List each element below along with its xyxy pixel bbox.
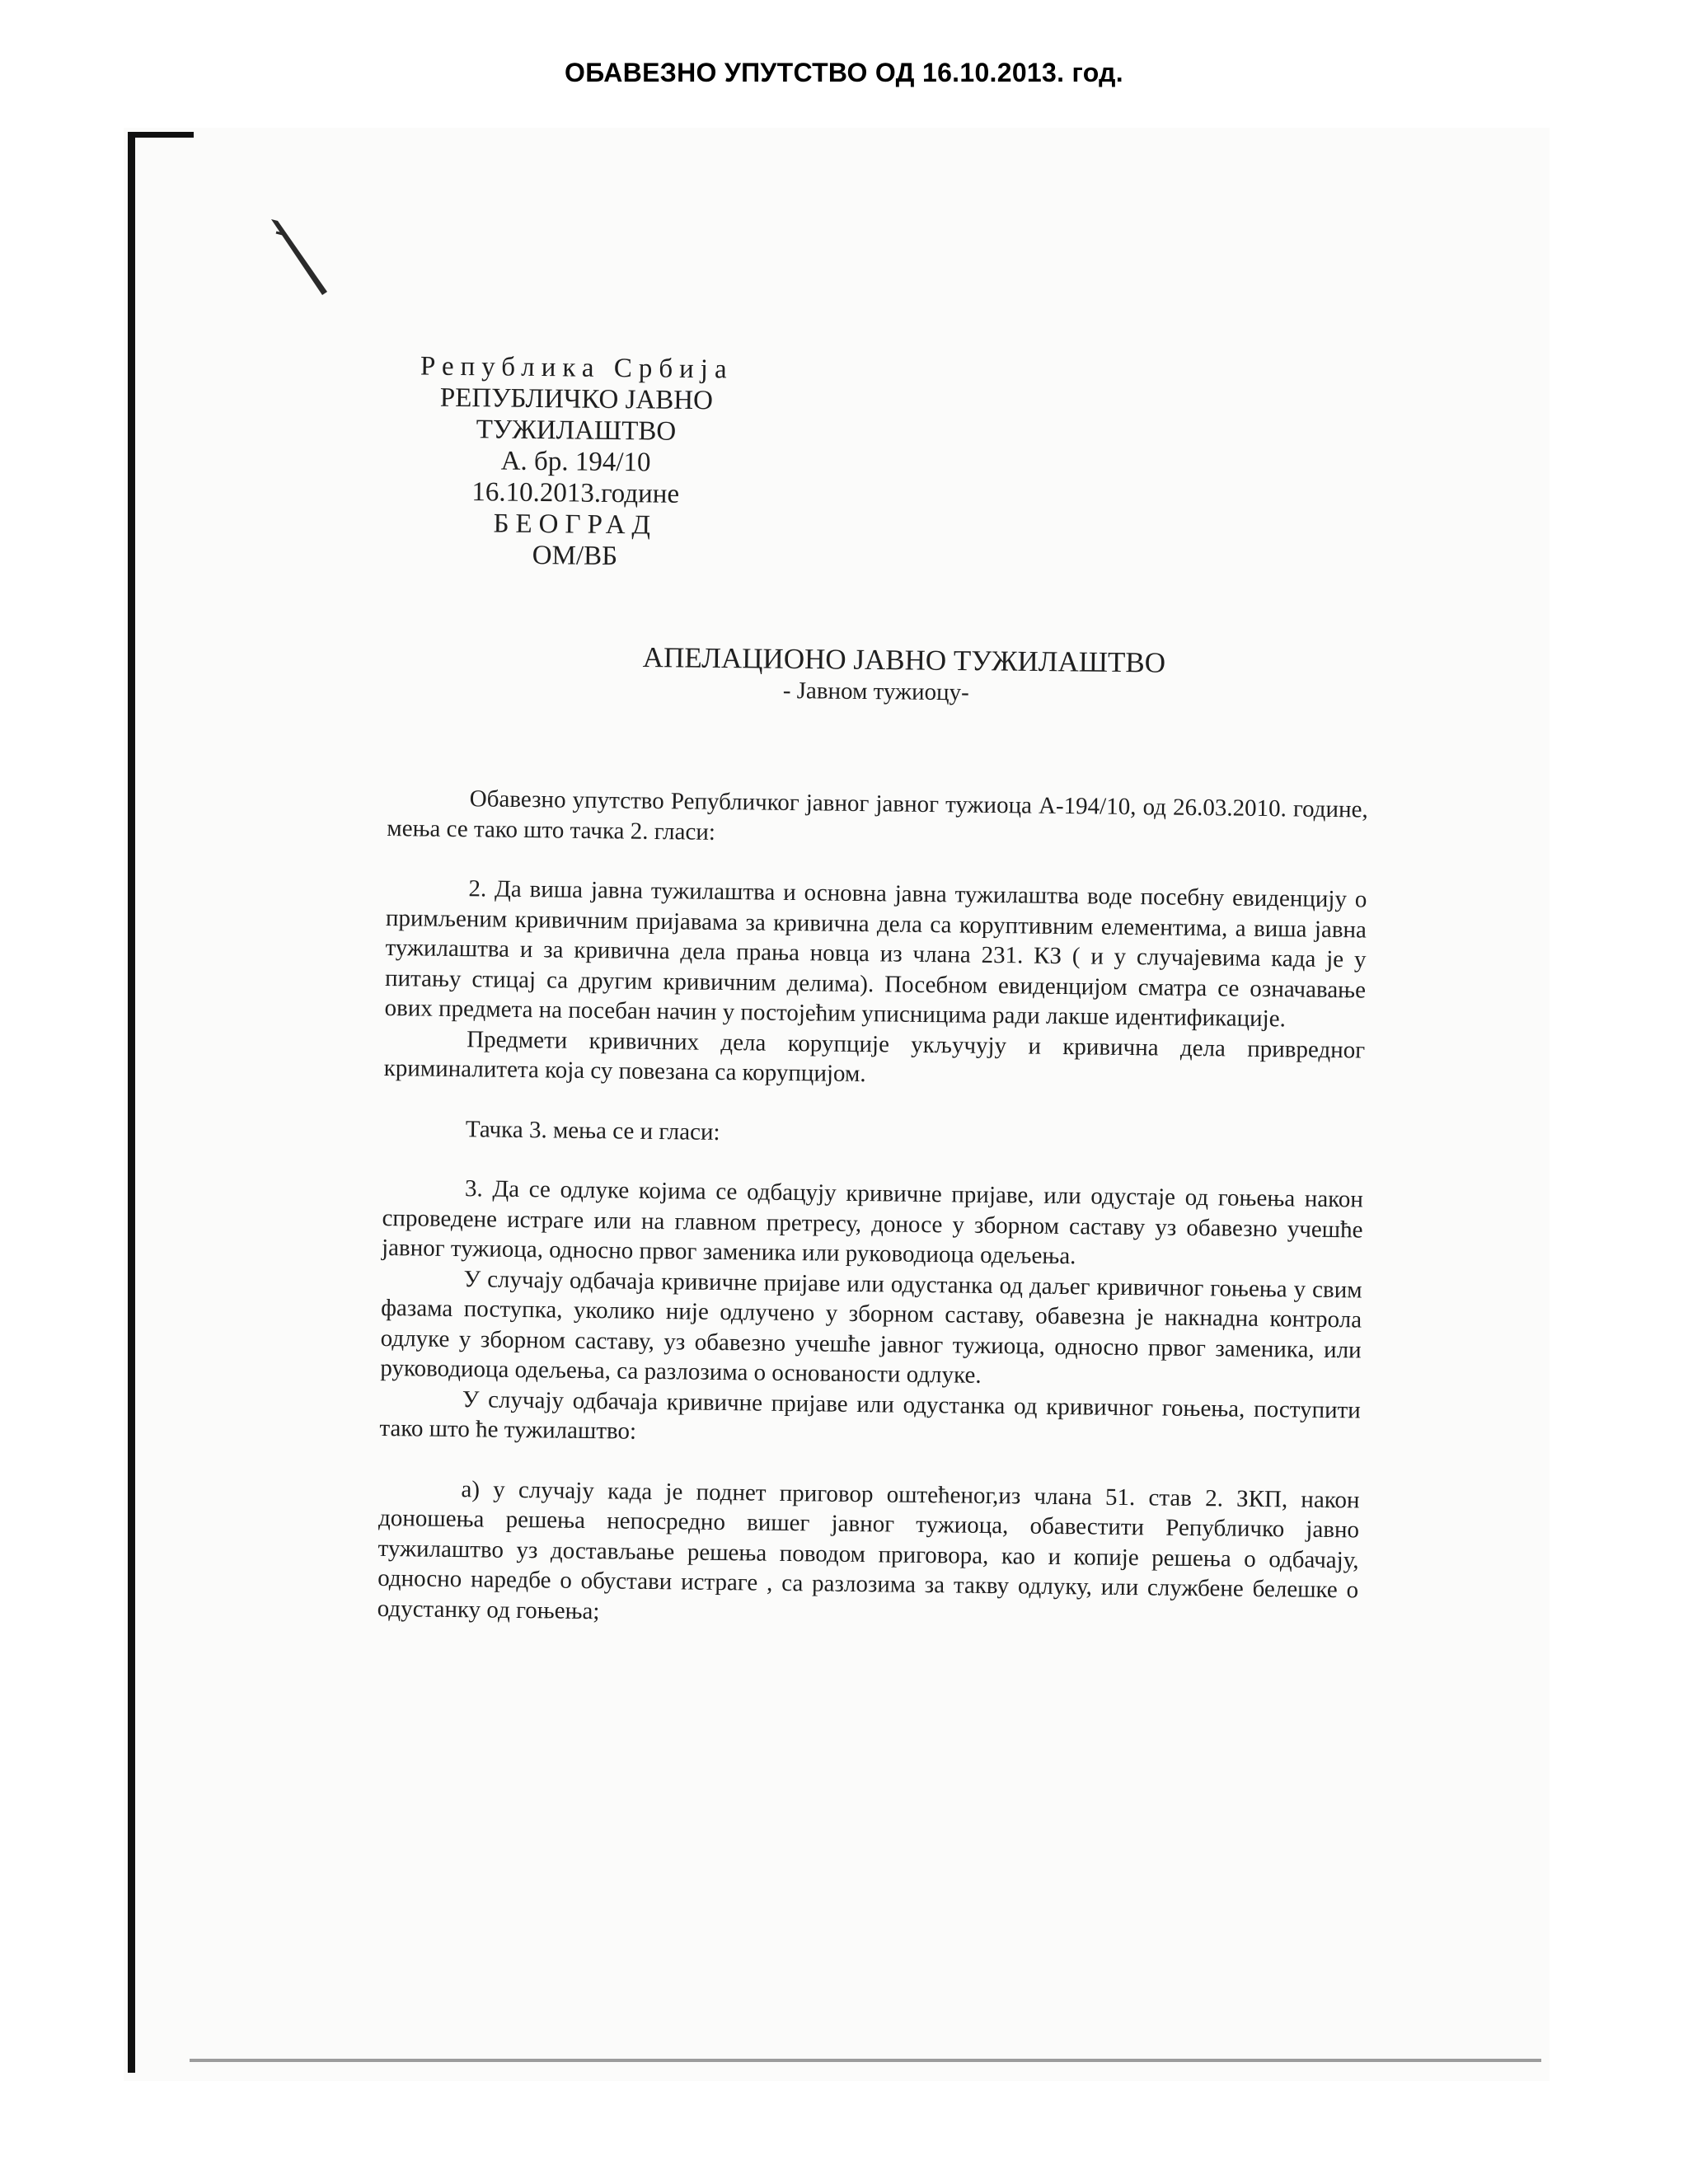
point3-intro: Тачка 3. мења се и гласи: <box>465 1115 720 1146</box>
point3-paragraph: 3. Да се одлуке којима се одбацују кривичне пријаве, или одустаје од гоњења након спроведене истраге или на главном претресу, доносе у зборном саставу уз обавезно учешће јавног тужиоца, односно првог заменика или руководиоца одељења. <box>381 1175 1364 1270</box>
intro-paragraph: Обавезно упутство Републичког јавног јавног тужиоца А-194/10, од 26.03.2010. године, мења се тако што тачка 2. гласи: <box>387 785 1368 846</box>
sender-country: Република Србија <box>420 351 734 385</box>
document-body <box>377 783 1368 1635</box>
sender-office-line1: РЕПУБЛИЧКО ЈАВНО <box>439 382 714 416</box>
sender-office-line2: ТУЖИЛАШТВО <box>476 415 677 447</box>
page-heading: ОБАВЕЗНО УПУТСТВО ОД 16.10.2013. год. <box>565 58 1123 87</box>
recipient-name: АПЕЛАЦИОНО ЈАВНО ТУЖИЛАШТВО <box>642 641 1166 679</box>
point3-control-paragraph: У случају одбачаја кривичне пријаве или одустанка од даљег кривичног гоњења у свим фазама поступка, уколико није одлучено у зборном саставу, обавезна је накнадна контрола одлуке у зборном саставу, уз обавезно учешће јавног тужиоца, односно првог заменика, или руководиоца одељења, са разлозима о основаности одлуке. <box>380 1265 1362 1389</box>
sender-city: БЕОГРАД <box>493 509 658 541</box>
sender-initials: ОМ/ВБ <box>532 540 618 572</box>
point2-paragraph: 2. Да виша јавна тужилаштва и основна јавна тужилаштва воде посебну евиденцију о примљеним кривичним пријавама за кривична дела са коруптивним елементима, а виша јавна тужилаштва и за кривична дела прања новца из члана 231. КЗ ( и у случајевима када је у питању стицај са другим кривичним делима). Посебном евиденцијом сматра се означавање ових предмета на посебан начин у постојећим уписницима ради лакше идентификације. <box>384 875 1367 1033</box>
point3-item-a: а) у случају када је поднет приговор оштећеног,из члана 51. став 2. ЗКП, након доношења решења непосредно вишег јавног тужиоца, обавестити Републичко јавно тужилаштво уз достављање решења поводом приговора, као и копије решења о одбачају, односно наредбе о обустави истраге , са разлозима за такву одлуку, или службене белешке о одустанку од гоњења; <box>377 1475 1360 1624</box>
point2-corruption-paragraph: Предмети кривичних дела корупције укључују и кривична дела привредног криминалитета која су повезана са корупцијом. <box>383 1025 1366 1088</box>
scan-border-bottom <box>190 2059 1541 2062</box>
pen-mark-icon <box>268 216 334 298</box>
point3-procedure-paragraph: У случају одбачаја кривичне пријаве или одустанка од кривичног гоњења, поступити тако што ће тужилаштво: <box>379 1385 1361 1445</box>
scan-border-top <box>128 132 194 138</box>
document-date: 16.10.2013.године <box>471 477 680 509</box>
case-number: А. бр. 194/10 <box>500 446 651 478</box>
scan-border-left <box>128 132 135 2073</box>
recipient-attention: - Јавном тужиоцу- <box>782 677 969 706</box>
sender-block <box>377 350 775 574</box>
